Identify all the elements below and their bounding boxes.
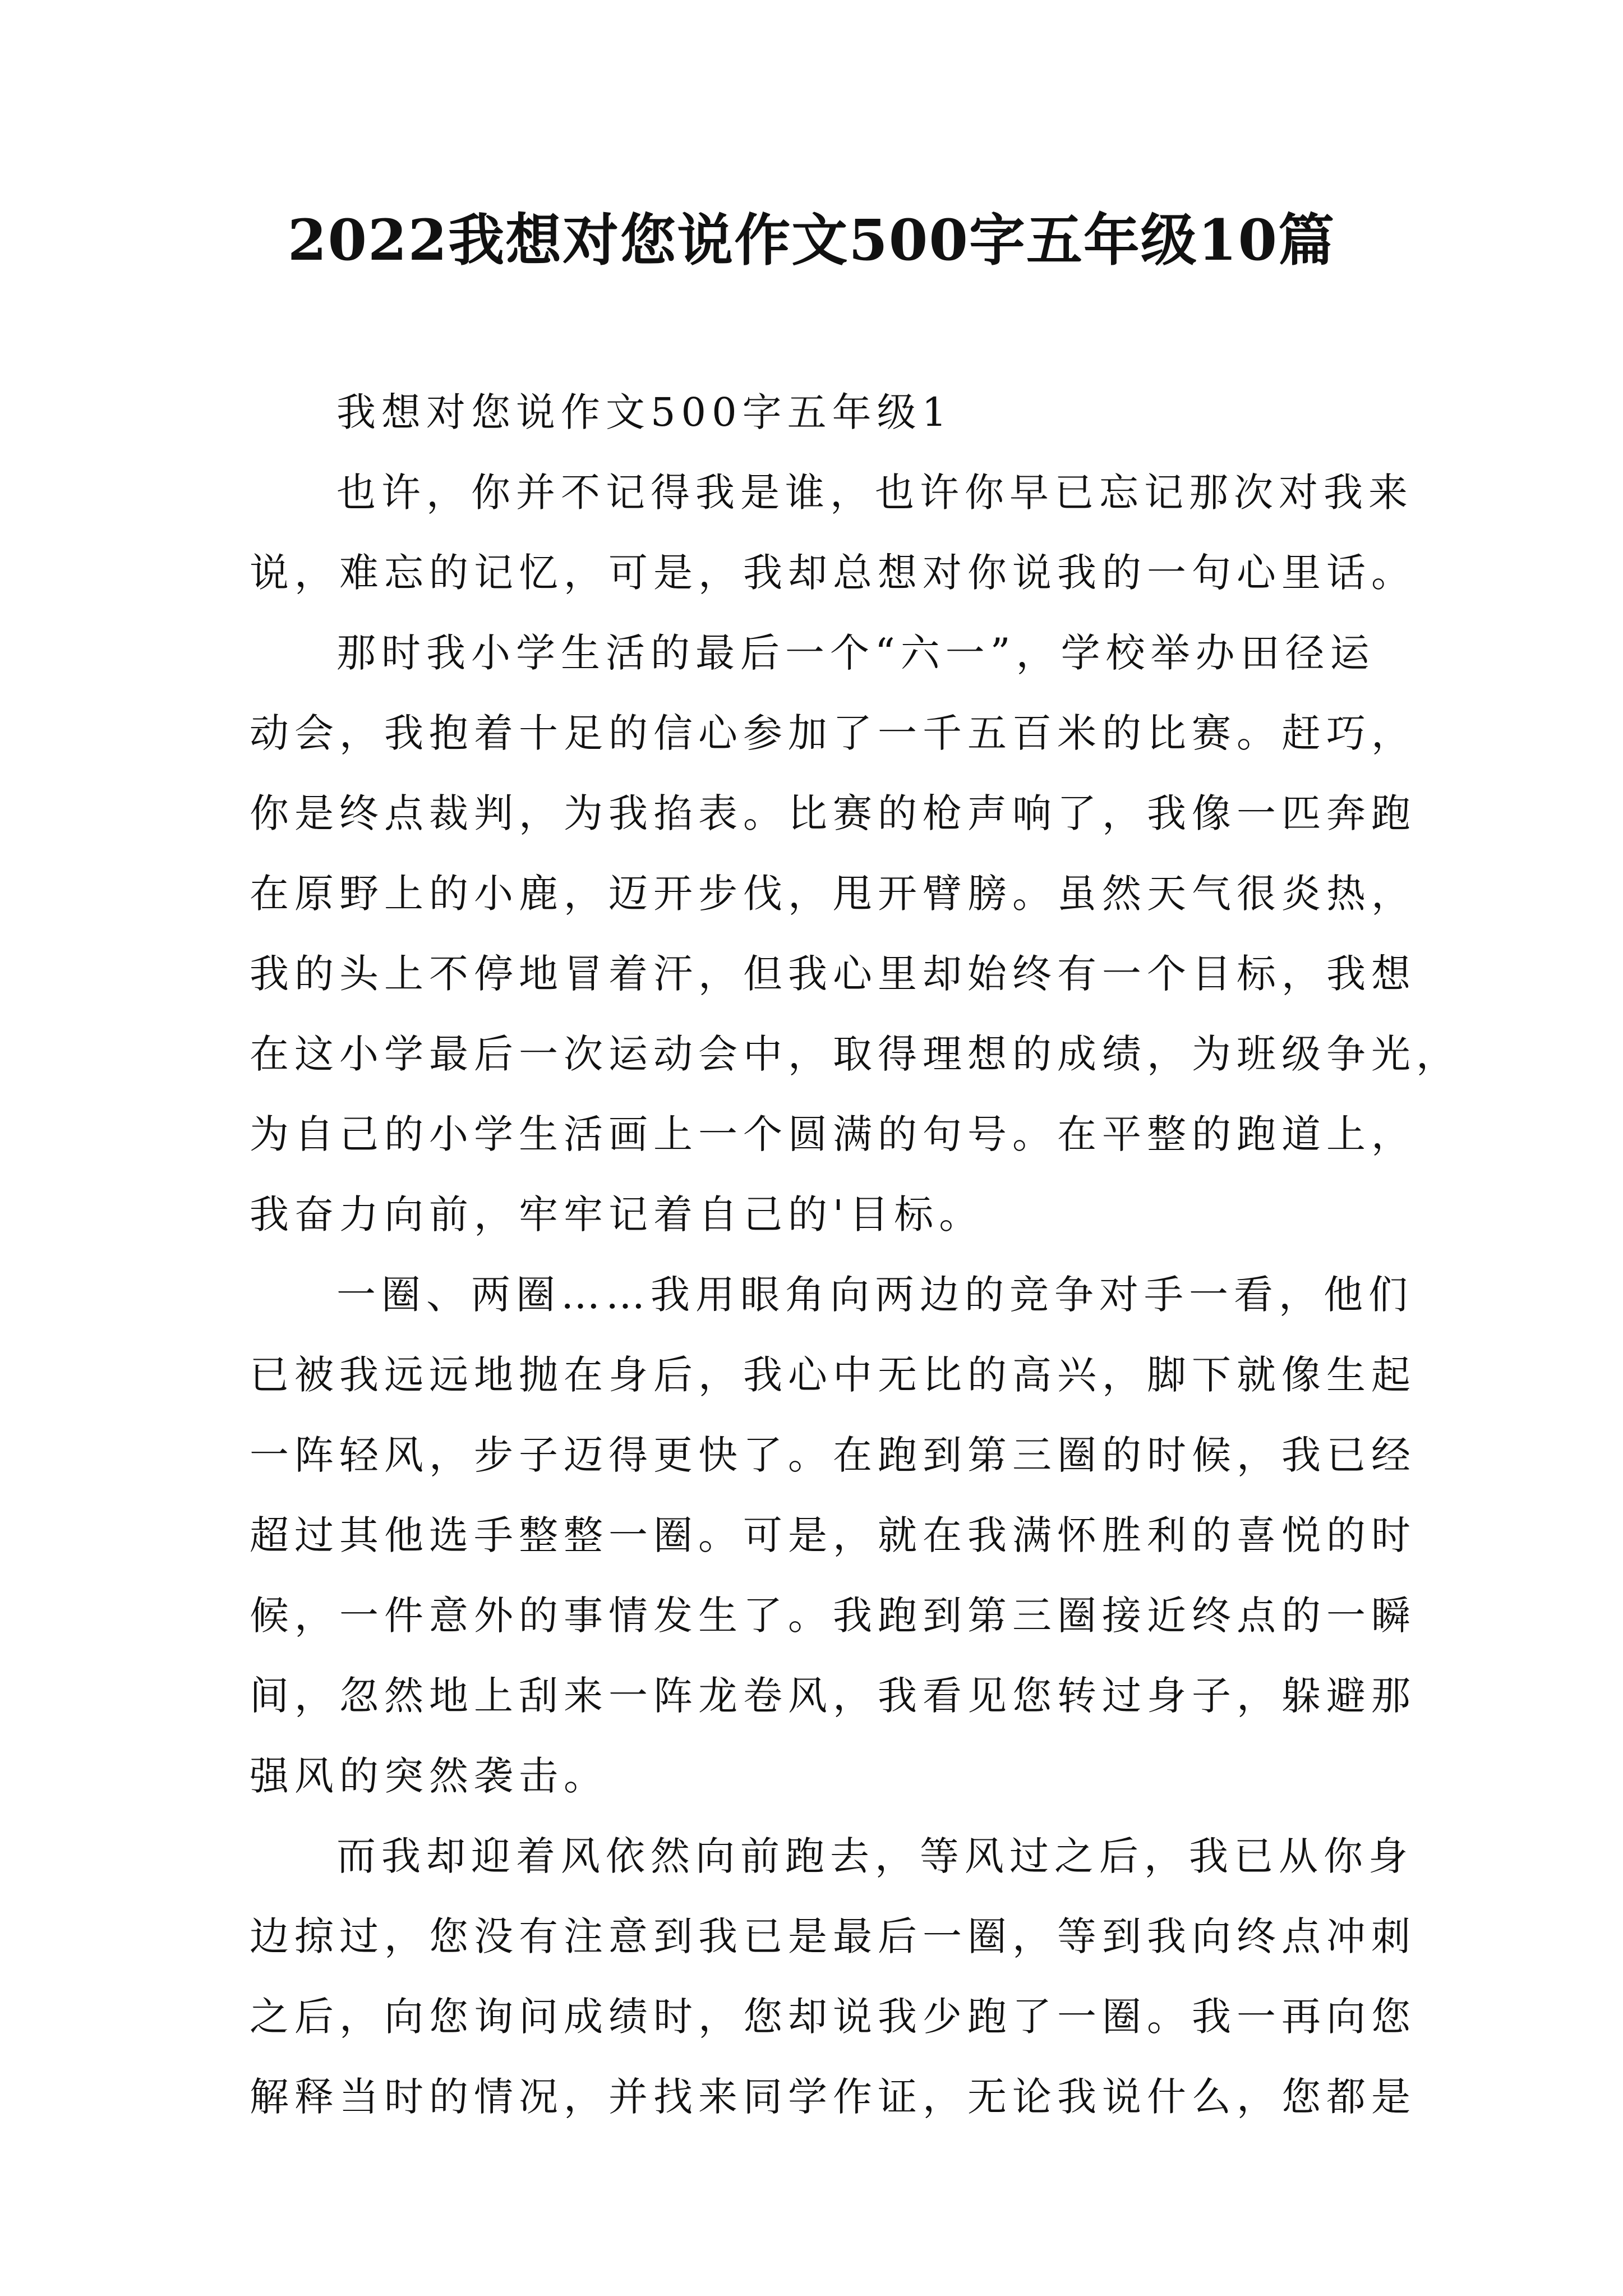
document-title: 2022我想对您说作文500字五年级10篇	[287, 207, 1336, 273]
text-line: 已被我远远地抛在身后，我心中无比的高兴，脚下就像生起	[250, 1352, 1416, 1398]
text-line: 之后，向您询问成绩时，您却说我少跑了一圈。我一再向您	[250, 1994, 1416, 2040]
text-line: 候，一件意外的事情发生了。我跑到第三圈接近终点的一瞬	[250, 1593, 1416, 1639]
text-line: 动会，我抱着十足的信心参加了一千五百米的比赛。赶巧，	[250, 710, 1416, 756]
text-line: 超过其他选手整整一圈。可是，就在我满怀胜利的喜悦的时	[250, 1512, 1416, 1558]
text-line: 也许，你并不记得我是谁，也许你早已忘记那次对我来	[336, 470, 1413, 516]
text-line: 在原野上的小鹿，迈开步伐，甩开臂膀。虽然天气很炎热，	[250, 871, 1416, 917]
text-line: 间，忽然地上刮来一阵龙卷风，我看见您转过身子，躲避那	[250, 1673, 1416, 1719]
text-line: 一圈、两圈……我用眼角向两边的竞争对手一看，他们	[336, 1272, 1413, 1318]
text-line: 解释当时的情况，并找来同学作证，无论我说什么，您都是	[250, 2074, 1416, 2120]
text-line: 说，难忘的记忆，可是，我却总想对你说我的一句心里话。	[250, 550, 1416, 596]
text-line: 我奋力向前，牢牢记着自己的'目标。	[250, 1191, 984, 1237]
text-line: 一阵轻风，步子迈得更快了。在跑到第三圈的时候，我已经	[250, 1432, 1416, 1478]
text-line: 为自己的小学生活画上一个圆满的句号。在平整的跑道上，	[250, 1111, 1416, 1157]
text-line: 在这小学最后一次运动会中，取得理想的成绩，为班级争光，	[250, 1031, 1461, 1077]
text-line: 而我却迎着风依然向前跑去，等风过之后，我已从你身	[336, 1833, 1413, 1879]
text-line: 那时我小学生活的最后一个“六一”，学校举办田径运	[336, 630, 1375, 676]
text-line: 强风的突然袭击。	[250, 1753, 608, 1799]
text-line: 你是终点裁判，为我掐表。比赛的枪声响了，我像一匹奔跑	[250, 790, 1416, 836]
text-line: 我的头上不停地冒着汗，但我心里却始终有一个目标，我想	[250, 951, 1416, 997]
essay-heading: 我想对您说作文500字五年级1	[336, 389, 953, 435]
text-line: 边掠过，您没有注意到我已是最后一圈，等到我向终点冲刺	[250, 1913, 1416, 1959]
